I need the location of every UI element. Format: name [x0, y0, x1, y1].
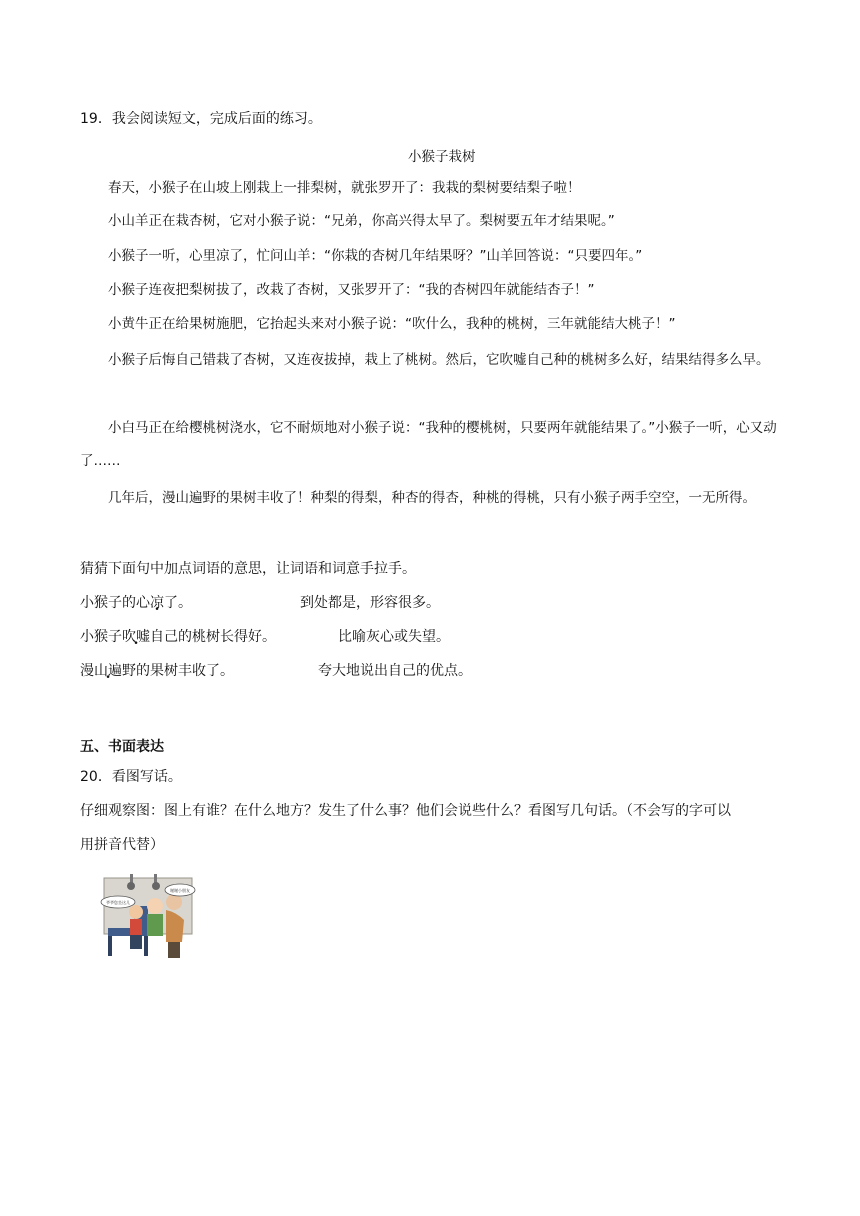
match-instruction: 猜猜下面句中加点词语的意思，让词语和词意手拉手。	[80, 561, 416, 577]
story-paragraph-8: 几年后，漫山遍野的果树丰收了！种梨的得梨，种杏的得杏，种桃的得桃，只有小猴子两手空空，一无所得。	[108, 490, 756, 506]
story-paragraph-2: 小山羊正在栽杏树，它对小猴子说：“兄弟，你高兴得太早了。梨树要五年才结果呢。”	[108, 213, 615, 229]
story-paragraph-1: 春天，小猴子在山坡上刚栽上一排梨树，就张罗开了：我栽的梨树要结梨子啦！	[108, 180, 581, 196]
q20-instruction-line2: 用拼音代替）	[80, 837, 164, 853]
story-paragraph-7: 小白马正在给樱桃树浇水，它不耐烦地对小猴子说：“我种的樱桃树，只要两年就能结果了。”小猴子一听，心又动了……	[80, 420, 777, 469]
match-left-2: 小猴子吹嘘自己的桃树长得好。	[80, 626, 276, 646]
match-left-1: 小猴子的心凉了。	[80, 592, 192, 612]
match-right-1: 到处都是，形容很多。	[300, 595, 440, 611]
match-right-2: 比喻灰心或失望。	[338, 629, 450, 645]
match-left-3: 漫山遍野的果树丰收了。	[80, 660, 234, 680]
q19-prompt: 19．我会阅读短文，完成后面的练习。	[80, 111, 322, 127]
section-heading: 五、书面表达	[80, 739, 164, 755]
story-paragraph-3: 小猴子一听，心里凉了，忙问山羊：“你栽的杏树几年结果呀？”山羊回答说：“只要四年。”	[108, 248, 643, 264]
speech-bubble-right: 谢谢小朋友	[170, 888, 190, 893]
dotted-word: 凉	[150, 595, 164, 611]
match-right-3: 夸大地说出自己的优点。	[318, 663, 472, 679]
story-paragraph-4: 小猴子连夜把梨树拔了，改栽了杏树，又张罗开了：“我的杏树四年就能结杏子！”	[108, 282, 595, 298]
q20-prompt: 20．看图写话。	[80, 769, 182, 785]
story-title: 小猴子栽树	[408, 149, 476, 165]
dotted-word: 漫山遍野	[80, 663, 136, 679]
speech-bubble-left: 爷爷您坐这儿	[106, 900, 130, 905]
story-paragraph-6: 小猴子后悔自己错栽了杏树，又连夜拔掉，栽上了桃树。然后，它吹嘘自己种的桃树多么好，结果结得多么早。	[108, 352, 770, 368]
bus-seat-illustration	[100, 872, 196, 960]
dotted-word: 吹嘘	[122, 629, 150, 645]
story-paragraph-5: 小黄牛正在给果树施肥，它抬起头来对小猴子说：“吹什么，我种的桃树，三年就能结大桃子！”	[108, 316, 676, 332]
q20-instruction-line1: 仔细观察图：图上有谁？在什么地方？发生了什么事？他们会说些什么？看图写几句话。（不会写的字可以	[80, 803, 731, 819]
